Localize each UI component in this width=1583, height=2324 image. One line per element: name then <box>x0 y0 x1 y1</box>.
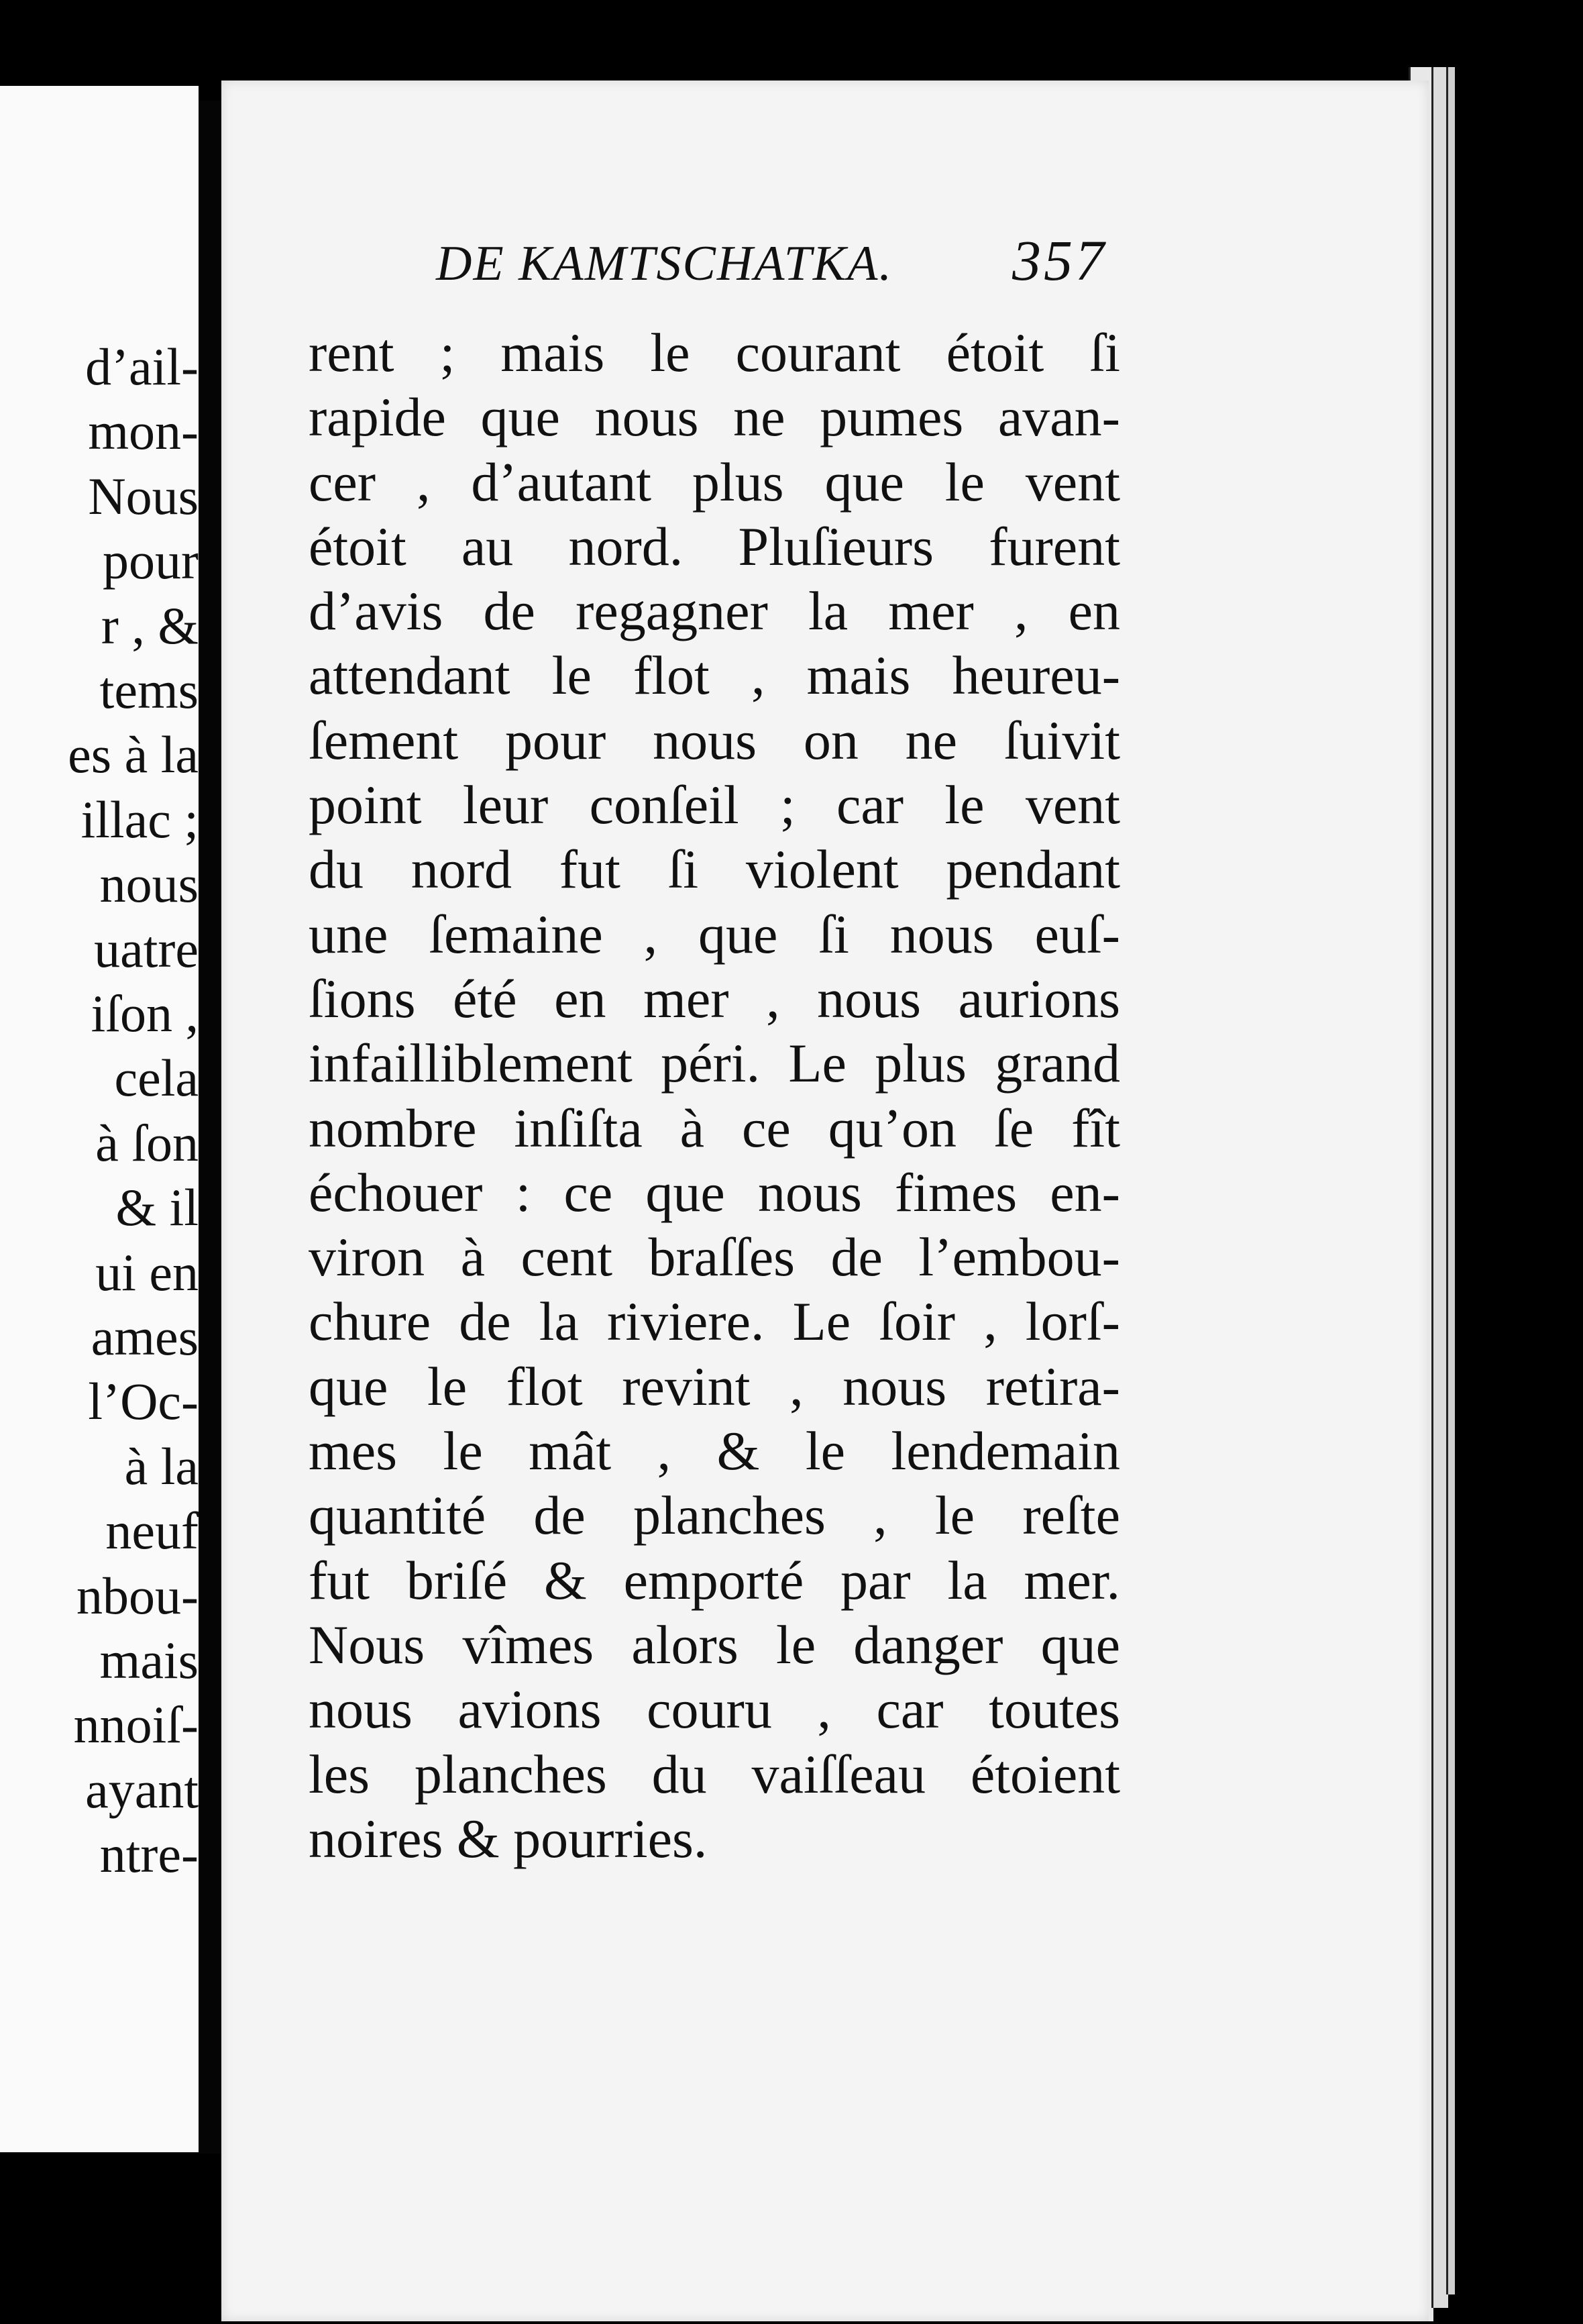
text-line: d’avis de regagner la mer , en <box>309 580 1120 642</box>
left-page-line: l’Oc- <box>88 1372 199 1431</box>
text-line: étoit au nord. Pluſieurs furent <box>309 515 1120 577</box>
left-page-line: mon- <box>88 402 199 461</box>
text-line: nous avions couru , car toutes <box>309 1679 1120 1740</box>
left-page-line: & il <box>115 1178 199 1237</box>
page-number: 357 <box>1012 228 1107 293</box>
text-line: du nord fut ſi violent pendant <box>309 839 1120 900</box>
body-text <box>309 321 1120 1871</box>
text-line: viron à cent braſſes de l’embou- <box>309 1226 1120 1288</box>
left-page-line: illac ; <box>80 790 199 849</box>
left-page-line: iſon , <box>91 984 199 1043</box>
text-line: que le flot revint , nous retira- <box>309 1355 1120 1417</box>
text-line: rapide que nous ne pumes avan- <box>309 386 1120 448</box>
text-line: quantité de planches , le reſte <box>309 1485 1120 1546</box>
left-page-line: Nous <box>88 466 199 525</box>
running-title: DE KAMTSCHATKA. <box>436 236 893 291</box>
left-page-line: tems <box>99 661 199 719</box>
left-page-line: à ſon <box>95 1113 199 1172</box>
text-line: rent ; mais le courant étoit ſi <box>309 322 1120 383</box>
left-page-line: nnoiſ- <box>73 1695 199 1754</box>
left-page-line: es à la <box>68 725 199 784</box>
left-facing-page <box>0 86 199 2152</box>
text-line: cer , d’autant plus que le vent <box>309 451 1120 513</box>
text-line: attendant le flot , mais heureu- <box>309 645 1120 706</box>
left-page-line: ntre- <box>99 1825 199 1884</box>
left-page-line: ayant <box>85 1760 199 1819</box>
text-line: infailliblement péri. Le plus grand <box>309 1033 1120 1094</box>
text-line: nombre inſiſta à ce qu’on ſe fît <box>309 1097 1120 1159</box>
left-page-line: nbou- <box>76 1566 199 1625</box>
text-line: chure de la riviere. Le ſoir , lorſ- <box>309 1291 1120 1353</box>
left-page-line: uatre <box>94 919 199 978</box>
left-page-line: ames <box>91 1308 199 1366</box>
text-line: échouer : ce que nous fimes en- <box>309 1161 1120 1223</box>
page-edge <box>1446 67 1455 2294</box>
left-page-line: r , & <box>101 596 199 655</box>
text-line: noires & pourries. <box>309 1807 708 1869</box>
left-page-line: à la <box>124 1436 199 1495</box>
left-page-line: cela <box>114 1049 199 1108</box>
text-line: ſement pour nous on ne ſuivit <box>309 709 1120 771</box>
text-line: point leur conſeil ; car le vent <box>309 774 1120 836</box>
left-page-line: mais <box>99 1631 199 1689</box>
left-page-line: neuf <box>105 1501 199 1561</box>
text-line: Nous vîmes alors le danger que <box>309 1614 1120 1675</box>
left-page-line: ui en <box>95 1243 199 1302</box>
text-line: les planches du vaiſſeau étoient <box>309 1743 1120 1805</box>
left-page-line: nous <box>99 855 199 914</box>
text-line: mes le mât , & le lendemain <box>309 1420 1120 1482</box>
text-line: ſions été en mer , nous aurions <box>309 967 1120 1029</box>
left-page-line: d’ail- <box>85 337 199 396</box>
left-page-line: pour <box>103 531 199 590</box>
text-line: fut briſé & emporté par la mer. <box>309 1549 1120 1611</box>
text-line: une ſemaine , que ſi nous euſ- <box>309 903 1120 965</box>
running-head <box>436 227 1107 294</box>
